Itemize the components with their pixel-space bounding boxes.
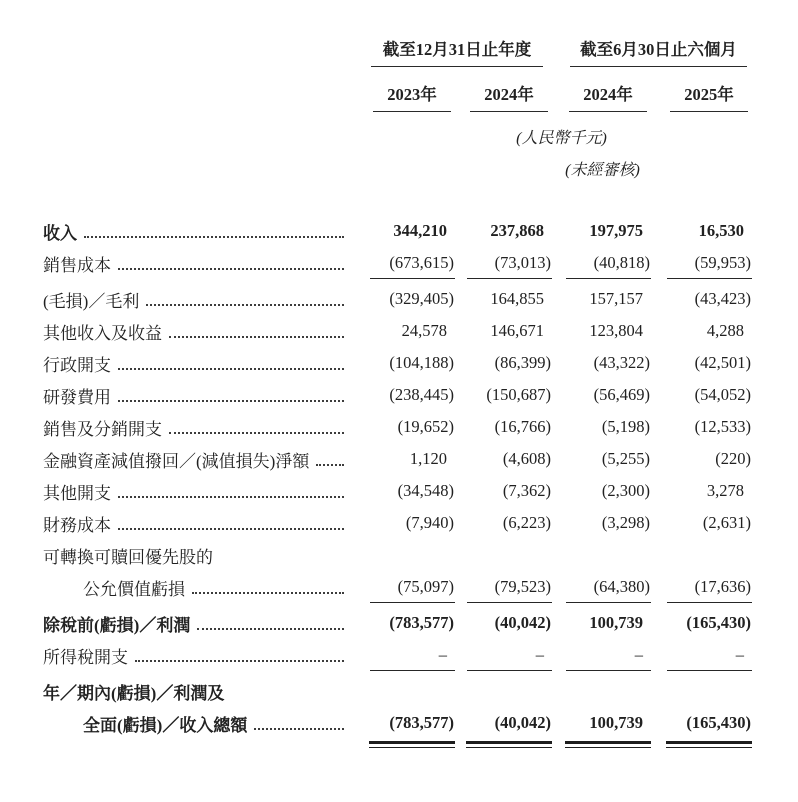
- row-label: 除稅前(虧損)／利潤: [43, 615, 191, 635]
- value-cell: [652, 411, 753, 443]
- year-header-2023: [370, 81, 456, 112]
- value: –: [438, 645, 447, 664]
- value: 24,578: [401, 321, 447, 340]
- row-label: 金融資產減值撥回／(減值損失)淨額: [43, 451, 310, 471]
- row-label-cell: [43, 707, 370, 739]
- value-cell: [370, 507, 456, 539]
- value: (5,255): [601, 449, 650, 468]
- row-label-cell: [43, 347, 370, 379]
- table-row: [43, 411, 753, 443]
- value-cell: [652, 443, 753, 475]
- dot-leaders: [84, 236, 344, 238]
- value: (5,198): [601, 417, 650, 436]
- table-row: [43, 347, 753, 379]
- table-row: [43, 443, 753, 475]
- value: (34,548): [397, 481, 454, 500]
- value-cell: [652, 315, 753, 347]
- value-cell: [553, 607, 652, 639]
- row-label: 銷售及分銷開支: [43, 419, 162, 439]
- value: 197,975: [589, 221, 643, 240]
- row-label: 行政開支: [43, 355, 111, 375]
- value-cell: [370, 347, 456, 379]
- value-cell: [553, 283, 652, 315]
- value: (73,013): [494, 253, 551, 272]
- value-cell: [652, 347, 753, 379]
- dot-leaders: [118, 268, 344, 270]
- table-body: [43, 215, 753, 739]
- value: (54,052): [694, 385, 751, 404]
- row-label-cell: [43, 607, 370, 639]
- value: (40,818): [593, 253, 650, 272]
- row-label-cell: [43, 443, 370, 475]
- value: 100,739: [589, 613, 643, 632]
- value-cell: [652, 247, 753, 279]
- value-cell: [370, 607, 456, 639]
- table-row: [43, 315, 753, 347]
- column-group-annual-title: 截至12月31日止年度: [371, 36, 543, 67]
- dot-leaders: [197, 628, 344, 630]
- currency-unit-note: (人民幣千元): [516, 130, 607, 147]
- year-label: 2024年: [569, 81, 647, 112]
- value-cell: [553, 411, 652, 443]
- value-cell: [553, 347, 652, 379]
- value: (64,380): [593, 577, 650, 596]
- row-label: 年／期內(虧損)／利潤及: [43, 683, 225, 703]
- value: (43,322): [593, 353, 650, 372]
- value: (6,223): [502, 513, 551, 532]
- value: (42,501): [694, 353, 751, 372]
- row-label-cell: [43, 379, 370, 411]
- value-cell: [652, 475, 753, 507]
- row-label-cell: [43, 315, 370, 347]
- value-cell: [456, 571, 553, 603]
- unaudited-note: (未經審核): [565, 162, 640, 179]
- year-header-2024-interim: [553, 81, 652, 112]
- value-cell: [553, 707, 652, 739]
- table-row: [43, 607, 753, 639]
- value: –: [634, 645, 643, 664]
- value-cell: [652, 215, 753, 247]
- value: (2,300): [601, 481, 650, 500]
- dot-leaders: [192, 592, 344, 594]
- row-label-cell: [43, 215, 370, 247]
- value-cell: [456, 539, 553, 571]
- value-cell: [553, 675, 652, 707]
- dot-leaders: [146, 304, 344, 306]
- value-cell: [370, 283, 456, 315]
- dot-leaders: [169, 432, 344, 434]
- column-group-annual: [370, 36, 553, 67]
- value: (3,298): [601, 513, 650, 532]
- row-label-cell: [43, 507, 370, 539]
- value-cell: [370, 411, 456, 443]
- value-cell: [553, 215, 652, 247]
- dot-leaders: [118, 496, 344, 498]
- value: (75,097): [397, 577, 454, 596]
- value: 157,157: [589, 289, 643, 308]
- value-cell: [652, 571, 753, 603]
- dot-leaders: [118, 400, 344, 402]
- value: (43,423): [694, 289, 751, 308]
- value: (220): [715, 449, 751, 468]
- value-cell: [652, 607, 753, 639]
- value-cell: [553, 539, 652, 571]
- value: (783,577): [389, 713, 454, 732]
- value-cell: [456, 475, 553, 507]
- value: (86,399): [494, 353, 551, 372]
- row-label-cell: [43, 675, 370, 707]
- column-group-interim-title: 截至6月30日止六個月: [570, 36, 747, 67]
- value: (4,608): [502, 449, 551, 468]
- value-cell: [553, 475, 652, 507]
- year-label: 2025年: [670, 81, 748, 112]
- value-cell: [456, 379, 553, 411]
- value: (19,652): [397, 417, 454, 436]
- table-row: [43, 675, 753, 707]
- dot-leaders: [135, 660, 344, 662]
- value: 164,855: [490, 289, 544, 308]
- row-label: 其他收入及收益: [43, 323, 162, 343]
- value: 237,868: [490, 221, 544, 240]
- value: –: [535, 645, 544, 664]
- row-label: 財務成本: [43, 515, 111, 535]
- table-row: [43, 639, 753, 671]
- row-label: 公允價值虧損: [83, 579, 185, 599]
- value-cell: [370, 675, 456, 707]
- value-cell: [370, 247, 456, 279]
- empty-header-cell: [43, 36, 370, 67]
- value: (40,042): [494, 713, 551, 732]
- column-group-interim: [553, 36, 753, 67]
- value-cell: [456, 347, 553, 379]
- row-label-cell: [43, 411, 370, 443]
- value-cell: [652, 539, 753, 571]
- value: (7,362): [502, 481, 551, 500]
- dot-leaders: [118, 368, 344, 370]
- value-cell: [553, 247, 652, 279]
- value-cell: [456, 443, 553, 475]
- value: (59,953): [694, 253, 751, 272]
- value-cell: [553, 639, 652, 671]
- value-cell: [456, 639, 553, 671]
- value: (104,188): [389, 353, 454, 372]
- value: (7,940): [405, 513, 454, 532]
- value-cell: [456, 283, 553, 315]
- value-cell: [370, 379, 456, 411]
- row-label: 其他開支: [43, 483, 111, 503]
- value-cell: [553, 571, 652, 603]
- value-cell: [370, 475, 456, 507]
- value: (12,533): [694, 417, 751, 436]
- value-cell: [456, 215, 553, 247]
- value: 1,120: [409, 449, 447, 468]
- row-label: 銷售成本: [43, 255, 111, 275]
- value: –: [735, 645, 744, 664]
- table-row: [43, 379, 753, 411]
- row-label: 可轉換可贖回優先股的: [43, 547, 213, 567]
- value: (56,469): [593, 385, 650, 404]
- value: (150,687): [486, 385, 551, 404]
- year-header-row: [43, 81, 753, 112]
- dot-leaders: [316, 464, 344, 466]
- value-cell: [370, 443, 456, 475]
- value-cell: [370, 315, 456, 347]
- value-cell: [456, 411, 553, 443]
- table-row: [43, 571, 753, 603]
- row-label-cell: [43, 539, 370, 571]
- value-cell: [652, 283, 753, 315]
- row-label: 全面(虧損)／收入總額: [83, 715, 248, 735]
- table-row: [43, 283, 753, 315]
- row-label: 研發費用: [43, 387, 111, 407]
- value-cell: [370, 571, 456, 603]
- value: 344,210: [393, 221, 447, 240]
- year-label: 2023年: [373, 81, 451, 112]
- value: (165,430): [686, 613, 751, 632]
- row-label-cell: [43, 571, 370, 603]
- value-cell: [652, 507, 753, 539]
- table-row: [43, 539, 753, 571]
- value: 146,671: [490, 321, 544, 340]
- value: 3,278: [706, 481, 744, 500]
- value-cell: [370, 707, 456, 739]
- value-cell: [370, 215, 456, 247]
- dot-leaders: [254, 728, 344, 730]
- value-cell: [456, 675, 553, 707]
- value-cell: [652, 639, 753, 671]
- value: (329,405): [389, 289, 454, 308]
- year-header-2025: [652, 81, 753, 112]
- year-header-2024-annual: [456, 81, 553, 112]
- row-label-cell: [43, 247, 370, 279]
- value-cell: [456, 707, 553, 739]
- row-label-cell: [43, 283, 370, 315]
- value-cell: [652, 675, 753, 707]
- value: (16,766): [494, 417, 551, 436]
- value: 123,804: [589, 321, 643, 340]
- value: (238,445): [389, 385, 454, 404]
- value: (673,615): [389, 253, 454, 272]
- value-cell: [456, 247, 553, 279]
- empty-header-cell: [43, 81, 370, 112]
- value: 100,739: [589, 713, 643, 732]
- row-label-cell: [43, 475, 370, 507]
- value-cell: [553, 315, 652, 347]
- value: (2,631): [702, 513, 751, 532]
- value: (79,523): [494, 577, 551, 596]
- year-label: 2024年: [470, 81, 548, 112]
- value: 4,288: [706, 321, 744, 340]
- table-row: [43, 707, 753, 739]
- value-cell: [370, 639, 456, 671]
- table-row: [43, 215, 753, 247]
- value: (165,430): [686, 713, 751, 732]
- value-cell: [456, 507, 553, 539]
- value-cell: [553, 443, 652, 475]
- value: (40,042): [494, 613, 551, 632]
- value-cell: [553, 507, 652, 539]
- value-cell: [456, 315, 553, 347]
- column-group-header-row: [43, 36, 753, 67]
- value: (783,577): [389, 613, 454, 632]
- dot-leaders: [169, 336, 344, 338]
- table-row: [43, 247, 753, 279]
- table-row: [43, 475, 753, 507]
- row-label-cell: [43, 639, 370, 671]
- value: 16,530: [698, 221, 744, 240]
- value: (17,636): [694, 577, 751, 596]
- value-cell: [652, 379, 753, 411]
- value-cell: [456, 607, 553, 639]
- row-label: (毛損)／毛利: [43, 291, 140, 311]
- value-cell: [370, 539, 456, 571]
- dot-leaders: [118, 528, 344, 530]
- row-label: 所得稅開支: [43, 647, 128, 667]
- row-label: 收入: [43, 223, 77, 243]
- table-row: [43, 507, 753, 539]
- value-cell: [652, 707, 753, 739]
- value-cell: [553, 379, 652, 411]
